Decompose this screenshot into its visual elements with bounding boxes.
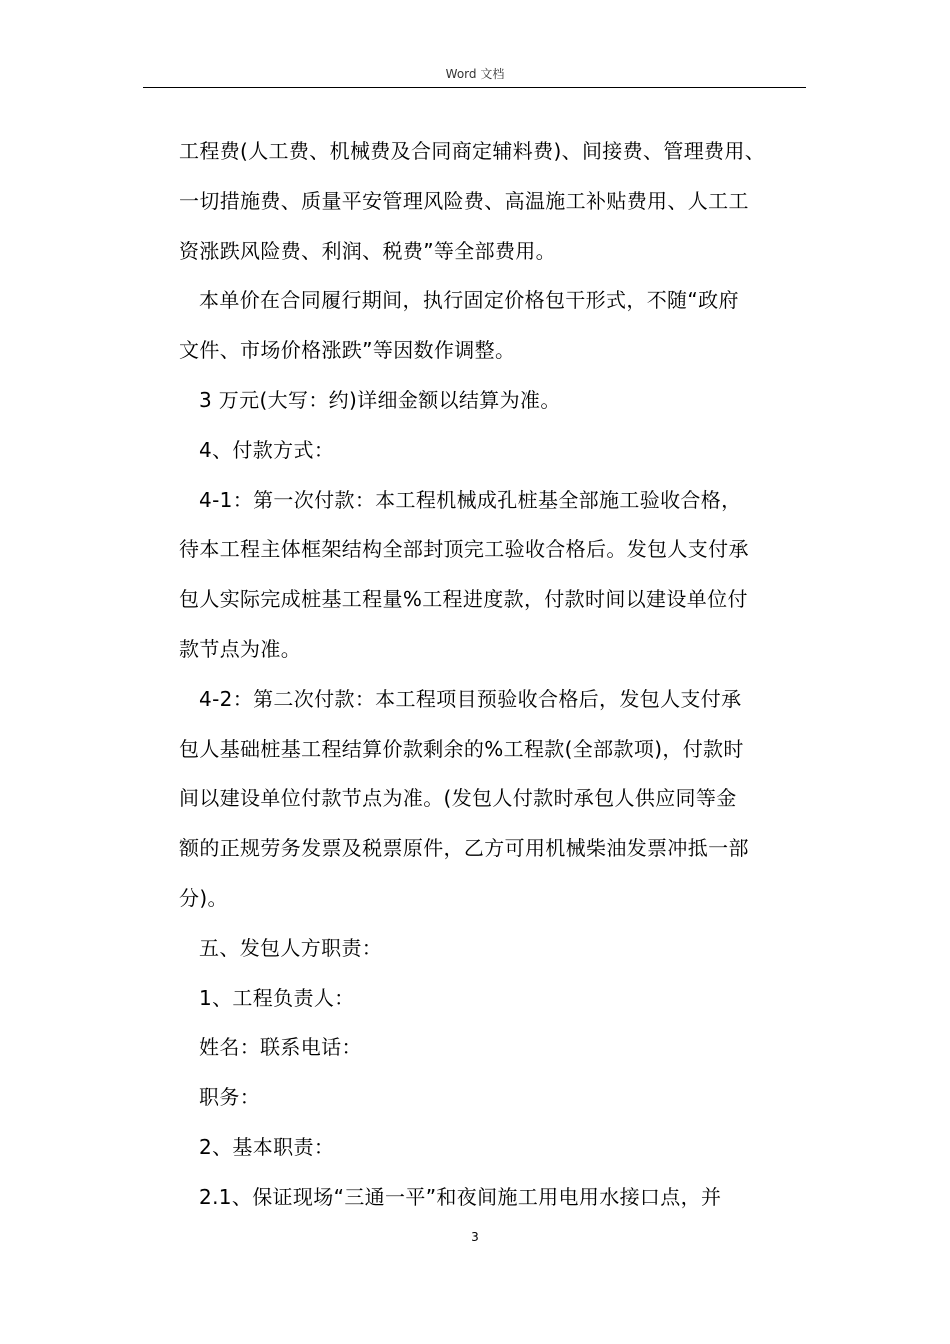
text-line: 一切措施费、质量平安管理风险费、高温施工补贴费用、人工工 <box>179 188 749 213</box>
text-line: 资涨跌风险费、利润、税费”等全部费用。 <box>179 238 557 263</box>
text-line: 3 万元(大写：约)详细金额以结算为准。 <box>199 388 561 412</box>
text-line: 待本工程主体框架结构全部封顶完工验收合格后。发包人支付承 <box>179 537 749 562</box>
text-line: 4-2：第二次付款：本工程项目预验收合格后，发包人支付承 <box>199 686 742 711</box>
text-line: 款节点为准。 <box>179 637 302 661</box>
text-line: 包人实际完成桩基工程量%工程进度款，付款时间以建设单位付 <box>179 587 748 612</box>
header-title: Word 文档 <box>445 67 505 81</box>
text-line: 职务： <box>199 1085 261 1110</box>
text-line: 工程费(人工费、机械费及合同商定辅料费)、间接费、管理费用、 <box>179 139 766 163</box>
text-line: 额的正规劳务发票及税票原件，乙方可用机械柴油发票冲抵一部 <box>179 836 749 861</box>
text-line: 4-1：第一次付款：本工程机械成孔桩基全部施工验收合格， <box>199 487 742 512</box>
text-line: 本单价在合同履行期间，执行固定价格包干形式，不随“政府 <box>199 288 739 313</box>
text-line: 文件、市场价格涨跌”等因数作调整。 <box>179 338 516 363</box>
text-line: 2、基本职责： <box>199 1135 335 1159</box>
text-line: 2.1、保证现场“三通一平”和夜间施工用电用水接口点，并 <box>199 1184 722 1209</box>
page-number: 3 <box>471 1230 479 1244</box>
text-line: 包人基础桩基工程结算价款剩余的%工程款(全部款项)，付款时 <box>179 736 744 761</box>
text-line: 姓名：联系电话： <box>199 1035 362 1060</box>
text-line: 4、付款方式： <box>199 437 335 462</box>
text-line: 间以建设单位付款节点为准。(发包人付款时承包人供应同等金 <box>179 786 737 811</box>
text-line: 分)。 <box>179 886 228 910</box>
text-line: 五、发包人方职责： <box>199 935 383 960</box>
header-divider <box>143 87 806 88</box>
text-line: 1、工程负责人： <box>199 985 355 1010</box>
